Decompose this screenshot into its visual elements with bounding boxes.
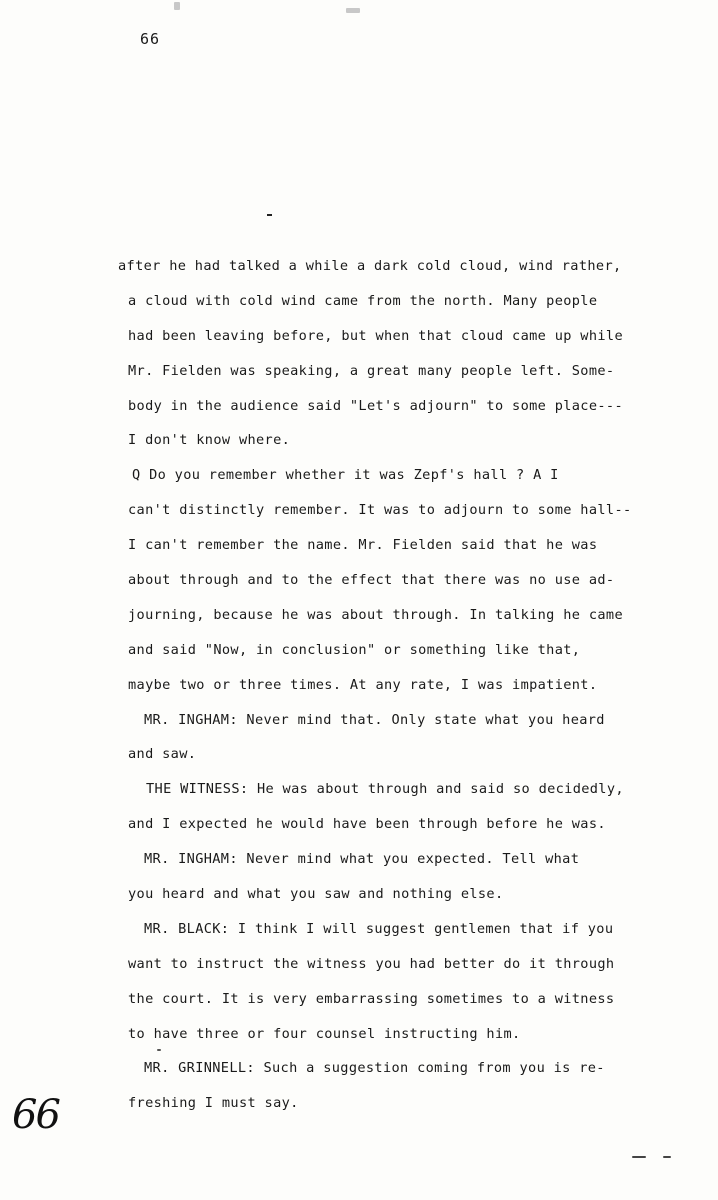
scan-artifact xyxy=(346,8,360,13)
text-line: want to instruct the witness you had better do it through xyxy=(128,955,615,972)
text-line: maybe two or three times. At any rate, I was impatient. xyxy=(128,676,598,693)
text-line: journing, because he was about through. In talking he came xyxy=(128,606,623,623)
scan-artifact xyxy=(632,1156,646,1158)
text-line: and I expected he would have been through before he was. xyxy=(128,816,606,833)
text-line: to have three or four counsel instructing him. xyxy=(128,1025,521,1042)
text-line: about through and to the effect that there was no use ad- xyxy=(128,572,615,589)
text-line: and saw. xyxy=(128,746,197,763)
text-line: the court. It is very embarrassing sometimes to a witness xyxy=(128,990,615,1007)
text-line: you heard and what you saw and nothing else. xyxy=(128,886,504,903)
page-number: 66 xyxy=(140,30,161,48)
text-line: after he had talked a while a dark cold cloud, wind rather, xyxy=(118,258,622,274)
scan-artifact xyxy=(174,2,180,10)
text-line: had been leaving before, but when that cloud came up while xyxy=(128,327,623,344)
text-line: I don't know where. xyxy=(128,432,291,449)
handwritten-page-number: 66 xyxy=(12,1092,59,1138)
text-line: MR. GRINNELL: Such a suggestion coming from you is re- xyxy=(144,1060,605,1077)
text-line: Mr. Fielden was speaking, a great many people left. Some- xyxy=(128,362,615,379)
text-line: MR. INGHAM: Never mind what you expected. Tell what xyxy=(144,851,580,868)
text-line: I can't remember the name. Mr. Fielden said that he was xyxy=(128,537,598,554)
scan-artifact xyxy=(663,1156,671,1158)
text-line: MR. BLACK: I think I will suggest gentlemen that if you xyxy=(144,920,614,937)
stray-ink-mark xyxy=(267,214,272,216)
text-line: body in the audience said "Let's adjourn" to some place--- xyxy=(128,397,623,414)
text-line: MR. INGHAM: Never mind that. Only state what you heard xyxy=(144,711,605,728)
text-line: freshing I must say. xyxy=(128,1095,299,1112)
text-line: a cloud with cold wind came from the north. Many people xyxy=(128,292,598,309)
text-line: THE WITNESS: He was about through and said so decidedly, xyxy=(146,781,624,798)
text-line: and said "Now, in conclusion" or something like that, xyxy=(128,641,581,658)
transcript-body xyxy=(118,254,678,1126)
text-line: can't distinctly remember. It was to adjourn to some hall-- xyxy=(128,502,632,519)
text-line: Q Do you remember whether it was Zepf's hall ? A I xyxy=(132,467,559,484)
